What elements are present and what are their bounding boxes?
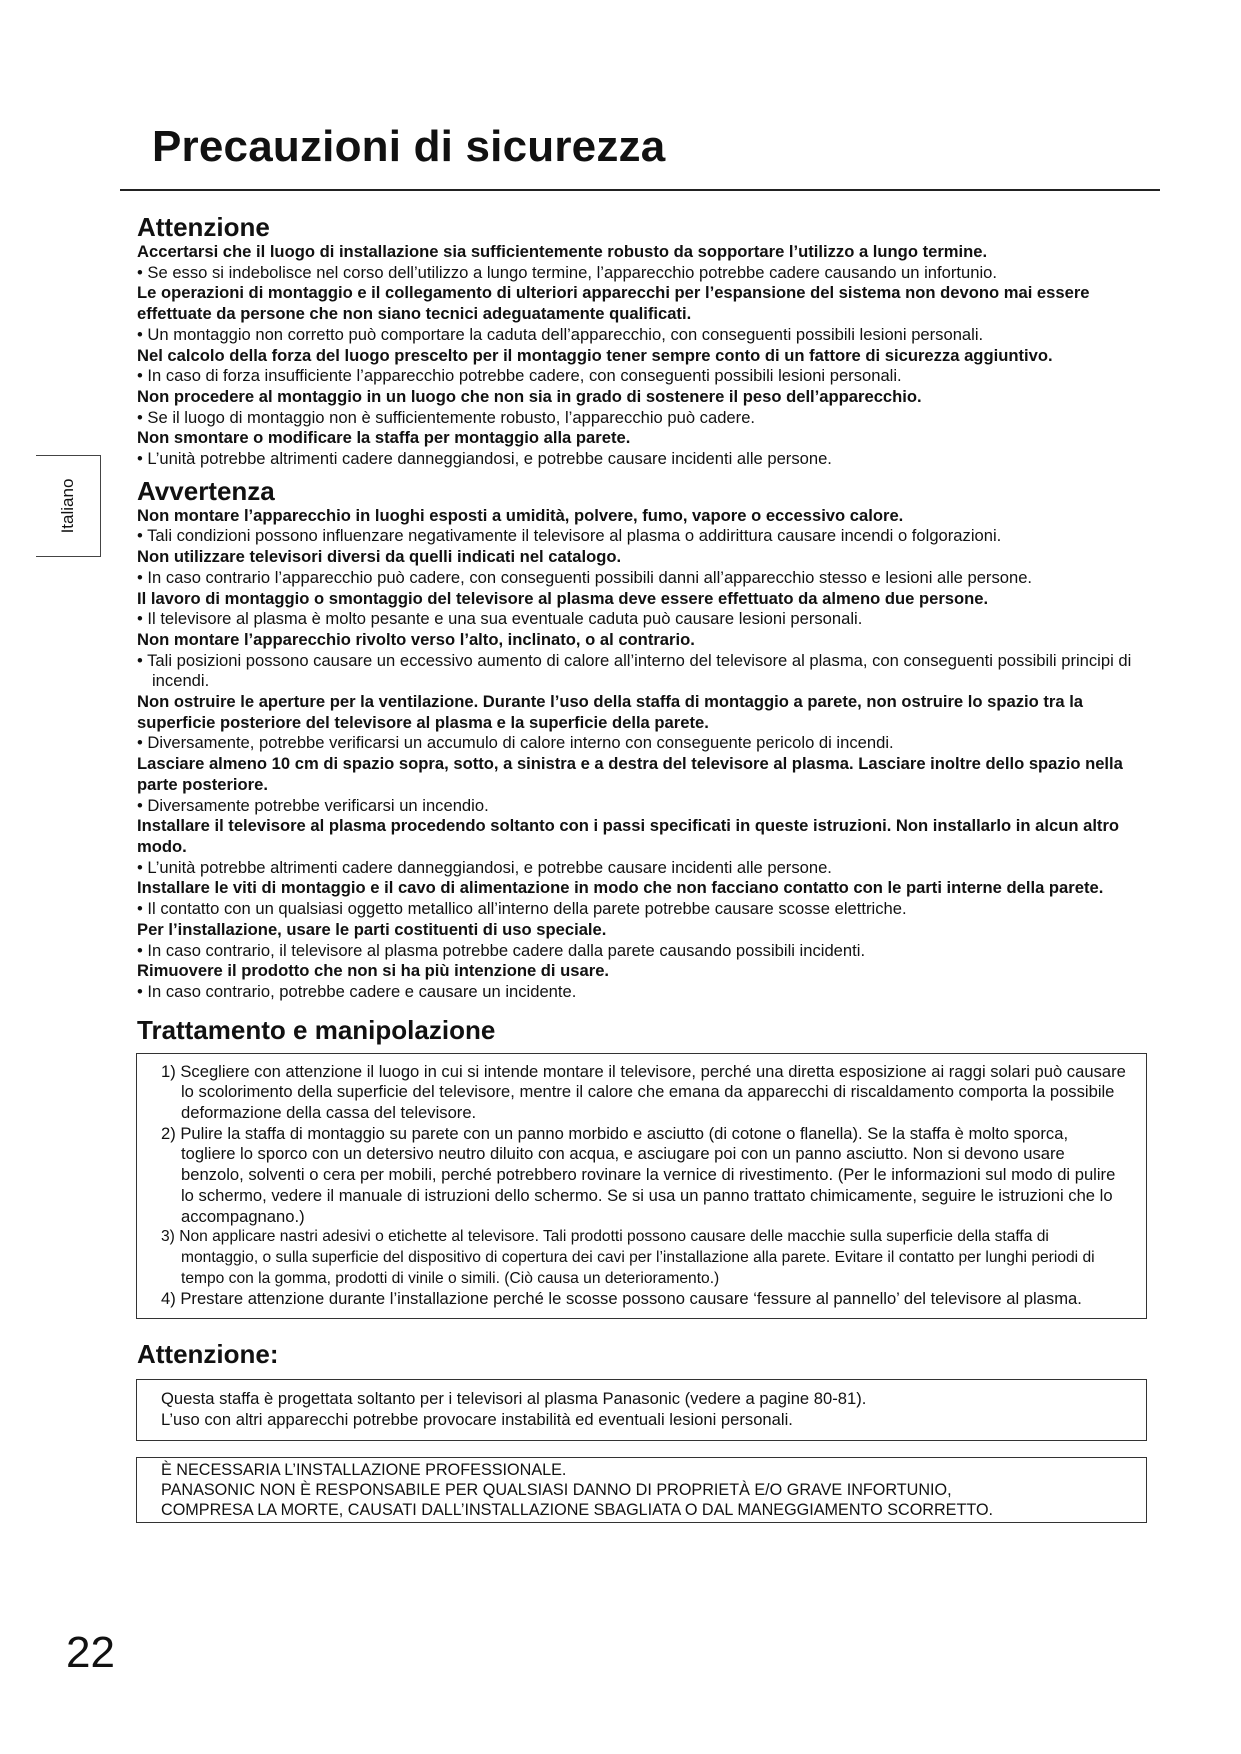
warning-text: Non smontare o modificare la staffa per montaggio alla parete. — [137, 428, 631, 448]
care-instructions-box — [136, 1053, 1147, 1319]
page-title: Precauzioni di sicurezza — [152, 122, 666, 171]
warning-text: Non utilizzare televisori diversi da quelli indicati nel catalogo. — [137, 547, 622, 567]
care-item: 1) Scegliere con attenzione il luogo in cui si intende montare il televisore, perché una diretta esposizione ai raggi solari può causare lo scolorimento della superficie del televisore, mentre il calore che emana da apparecchi di riscaldamento comporta la possibile deformazione della cassa del televisore. — [161, 1061, 1126, 1123]
attenzione-note-section — [137, 1339, 1147, 1523]
warning-note: • In caso contrario, potrebbe cadere e causare un incidente. — [137, 981, 577, 1001]
warning-text: Il lavoro di montaggio o smontaggio del televisore al plasma deve essere effettuato da almeno due persone. — [137, 588, 989, 608]
warning-note: • In caso di forza insufficiente l’apparecchio potrebbe cadere, con conseguenti possibili lesioni personali. — [137, 366, 902, 386]
trattamento-section — [137, 1015, 1147, 1319]
warning-note: • L’unità potrebbe altrimenti cadere danneggiandosi, e potrebbe causare incidenti alle persone. — [137, 449, 832, 469]
care-item: 3) Non applicare nastri adesivi o etichette al televisore. Tali prodotti possono causare delle macchie sulla superficie della staffa di montaggio, o sulla superficie del dispositivo di copertura dei cavi per l’installazione alla parete. Evitare il contatto per lunghi periodi di tempo con la gomma, prodotti di vinile o simili. (Ciò causa un deterioramento.) — [161, 1228, 1095, 1287]
disclaimer-line: COMPRESA LA MORTE, CAUSATI DALL’INSTALLAZIONE SBAGLIATA O DAL MANEGGIAMENTO SCORRETTO. — [161, 1501, 994, 1520]
language-side-tab — [36, 455, 101, 557]
page-number: 22 — [66, 1628, 115, 1677]
warning-note: • Tali condizioni possono influenzare negativamente il televisore al plasma o addirittura causare incendi o folgorazioni. — [137, 526, 1002, 546]
warning-note: • Se esso si indebolisce nel corso dell’utilizzo a lungo termine, l’apparecchio potrebbe cadere causando un infortunio. — [137, 262, 997, 282]
compatibility-note-box — [136, 1379, 1147, 1441]
note-line: Questa staffa è progettata soltanto per i televisori al plasma Panasonic (vedere a pagine 80-81). — [161, 1389, 867, 1409]
warning-text: Accertarsi che il luogo di installazione sia sufficientemente robusto da sopportare l’utilizzo a lungo termine. — [137, 242, 988, 261]
warning-text: Non montare l’apparecchio rivolto verso l’alto, inclinato, o al contrario. — [137, 629, 695, 649]
warning-text: Per l’installazione, usare le parti costituenti di uso speciale. — [137, 919, 607, 939]
disclaimer-line: È NECESSARIA L’INSTALLAZIONE PROFESSIONALE. — [161, 1461, 567, 1480]
warning-note: • Tali posizioni possono causare un eccessivo aumento di calore all’interno del televisore al plasma, con conseguenti possibili principi di incendi. — [137, 650, 1132, 691]
trattamento-heading: Trattamento e manipolazione — [137, 1014, 496, 1045]
warning-note: • Se il luogo di montaggio non è sufficientemente robusto, l’apparecchio può cadere. — [137, 407, 756, 427]
avvertenza-heading: Avvertenza — [137, 475, 275, 506]
warning-text: Non montare l’apparecchio in luoghi esposti a umidità, polvere, fumo, vapore o eccessivo calore. — [137, 505, 904, 525]
warning-note: • Il televisore al plasma è molto pesante e una sua eventuale caduta può causare lesioni personali. — [137, 609, 863, 629]
warning-text: Installare il televisore al plasma procedendo soltanto con i passi specificati in queste istruzioni. Non installarlo in alcun altro modo. — [137, 816, 1120, 856]
warning-text: Rimuovere il prodotto che non si ha più intenzione di usare. — [137, 961, 610, 981]
warning-text: Le operazioni di montaggio e il collegamento di ulteriori apparecchi per l’espansione del sistema non devono mai essere effettuate da persone che non siano tecnici adeguatamente qualificati. — [137, 283, 1090, 324]
care-item: 4) Prestare attenzione durante l’installazione perché le scosse possono causare ‘fessure al pannello’ del televisore al plasma. — [161, 1289, 1082, 1309]
attenzione-section — [137, 212, 1147, 470]
care-item: 2) Pulire la staffa di montaggio su parete con un panno morbido e asciutto (di cotone o flanella). Se la staffa è molto sporca, togliere lo sporco con un detersivo neutro diluito con acqua, e asciugare poi con un panno asciutto. Non si devono usare benzolo, solventi o cera per mobili, perché potrebbero rovinare la vernice di rivestimento. (Per le informazioni sul modo di pulire lo schermo, vedere il manuale di istruzioni dello schermo. Se si usa un panno trattato chimicamente, seguire le istruzioni che lo accompagnano.) — [161, 1123, 1116, 1226]
warning-note: • Il contatto con un qualsiasi oggetto metallico all’interno della parete potrebbe causare scosse elettriche. — [137, 899, 907, 919]
safety-content — [137, 212, 1147, 1523]
note-line: L’uso con altri apparecchi potrebbe provocare instabilità ed eventuali lesioni personali. — [161, 1409, 793, 1429]
warning-note: • L’unità potrebbe altrimenti cadere danneggiandosi, e potrebbe causare incidenti alle persone. — [137, 857, 832, 877]
warning-text: Nel calcolo della forza del luogo prescelto per il montaggio tener sempre conto di un fattore di sicurezza aggiuntivo. — [137, 345, 1053, 365]
attenzione-heading: Attenzione — [137, 212, 270, 242]
warning-note: • Diversamente potrebbe verificarsi un incendio. — [137, 795, 489, 815]
warning-note: • Diversamente, potrebbe verificarsi un accumulo di calore interno con conseguente pericolo di incendi. — [137, 733, 894, 753]
warning-note: • In caso contrario l’apparecchio può cadere, con conseguenti possibili danni all’apparecchio stesso e lesioni alle persone. — [137, 567, 1033, 587]
disclaimer-line: PANASONIC NON È RESPONSABILE PER QUALSIASI DANNO DI PROPRIETÀ E/O GRAVE INFORTUNIO, — [161, 1481, 952, 1500]
warning-note: • In caso contrario, il televisore al plasma potrebbe cadere dalla parete causando possibili incidenti. — [137, 940, 866, 960]
warning-text: Lasciare almeno 10 cm di spazio sopra, sotto, a sinistra e a destra del televisore al plasma. Lasciare inoltre dello spazio nella parte posteriore. — [137, 754, 1123, 794]
professional-installation-box — [136, 1457, 1147, 1523]
title-divider — [120, 189, 1160, 191]
warning-text: Non procedere al montaggio in un luogo che non sia in grado di sostenere il peso dell’apparecchio. — [137, 386, 922, 406]
warning-note: • Un montaggio non corretto può comportare la caduta dell’apparecchio, con conseguenti possibili lesioni personali. — [137, 324, 984, 344]
warning-text: Installare le viti di montaggio e il cavo di alimentazione in modo che non facciano contatto con le parti interne della parete. — [137, 878, 1104, 898]
warning-text: Non ostruire le aperture per la ventilazione. Durante l’uso della staffa di montaggio a parete, non ostruire lo spazio tra la superficie posteriore del televisore al plasma e la superficie della parete. — [137, 692, 1084, 732]
language-tab-label: Italiano — [58, 478, 77, 534]
attenzione-note-heading: Attenzione: — [137, 1339, 279, 1370]
avvertenza-section — [137, 476, 1147, 1003]
